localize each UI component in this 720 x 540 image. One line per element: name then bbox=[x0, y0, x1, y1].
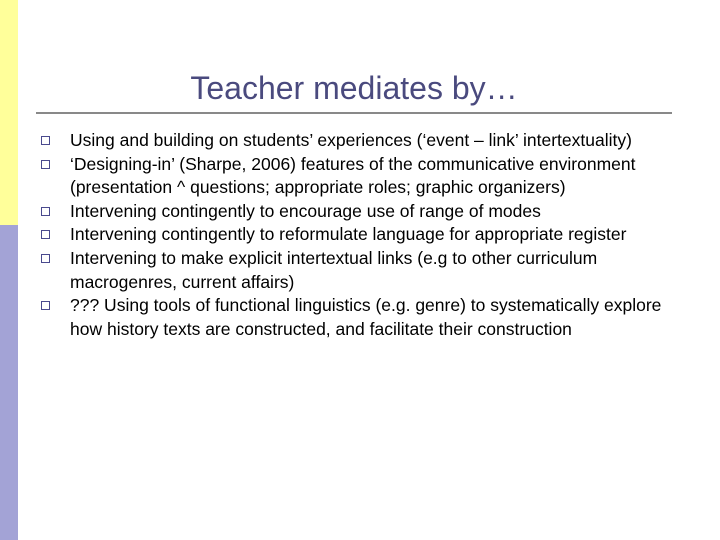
hollow-square-icon bbox=[41, 136, 50, 145]
hollow-square-icon bbox=[41, 160, 50, 169]
list-item-text: ??? Using tools of functional linguistics (e.g. genre) to systematically explore how history texts are constructed, and facilitate their construction bbox=[70, 295, 662, 339]
list-item-text: Intervening to make explicit intertextual links (e.g to other curriculum macrogenres, current affairs) bbox=[70, 247, 598, 292]
list-item bbox=[40, 153, 680, 200]
list-item bbox=[40, 129, 680, 153]
hollow-square-icon bbox=[41, 254, 50, 263]
bullet-list bbox=[40, 129, 680, 341]
hollow-square-icon bbox=[41, 230, 50, 239]
hollow-square-icon bbox=[41, 301, 50, 310]
decorative-band-yellow bbox=[0, 0, 18, 225]
list-item-text: Using and building on students’ experiences (‘event – link’ intertextuality) bbox=[70, 130, 632, 150]
list-item bbox=[40, 223, 680, 247]
list-item bbox=[40, 200, 680, 224]
list-item-text: Intervening contingently to reformulate language for appropriate register bbox=[70, 224, 627, 245]
list-item bbox=[40, 294, 680, 341]
list-item-text: Intervening contingently to encourage use of range of modes bbox=[70, 200, 541, 221]
slide-title: Teacher mediates by… bbox=[190, 70, 518, 106]
list-item bbox=[40, 247, 680, 294]
hollow-square-icon bbox=[41, 207, 50, 216]
decorative-band-blue bbox=[0, 225, 18, 540]
title-divider bbox=[36, 112, 672, 114]
list-item-text: ‘Designing-in’ (Sharpe, 2006) features of the communicative environment (presentation ^ questions; appropriate roles; graphic organizers) bbox=[70, 153, 636, 198]
